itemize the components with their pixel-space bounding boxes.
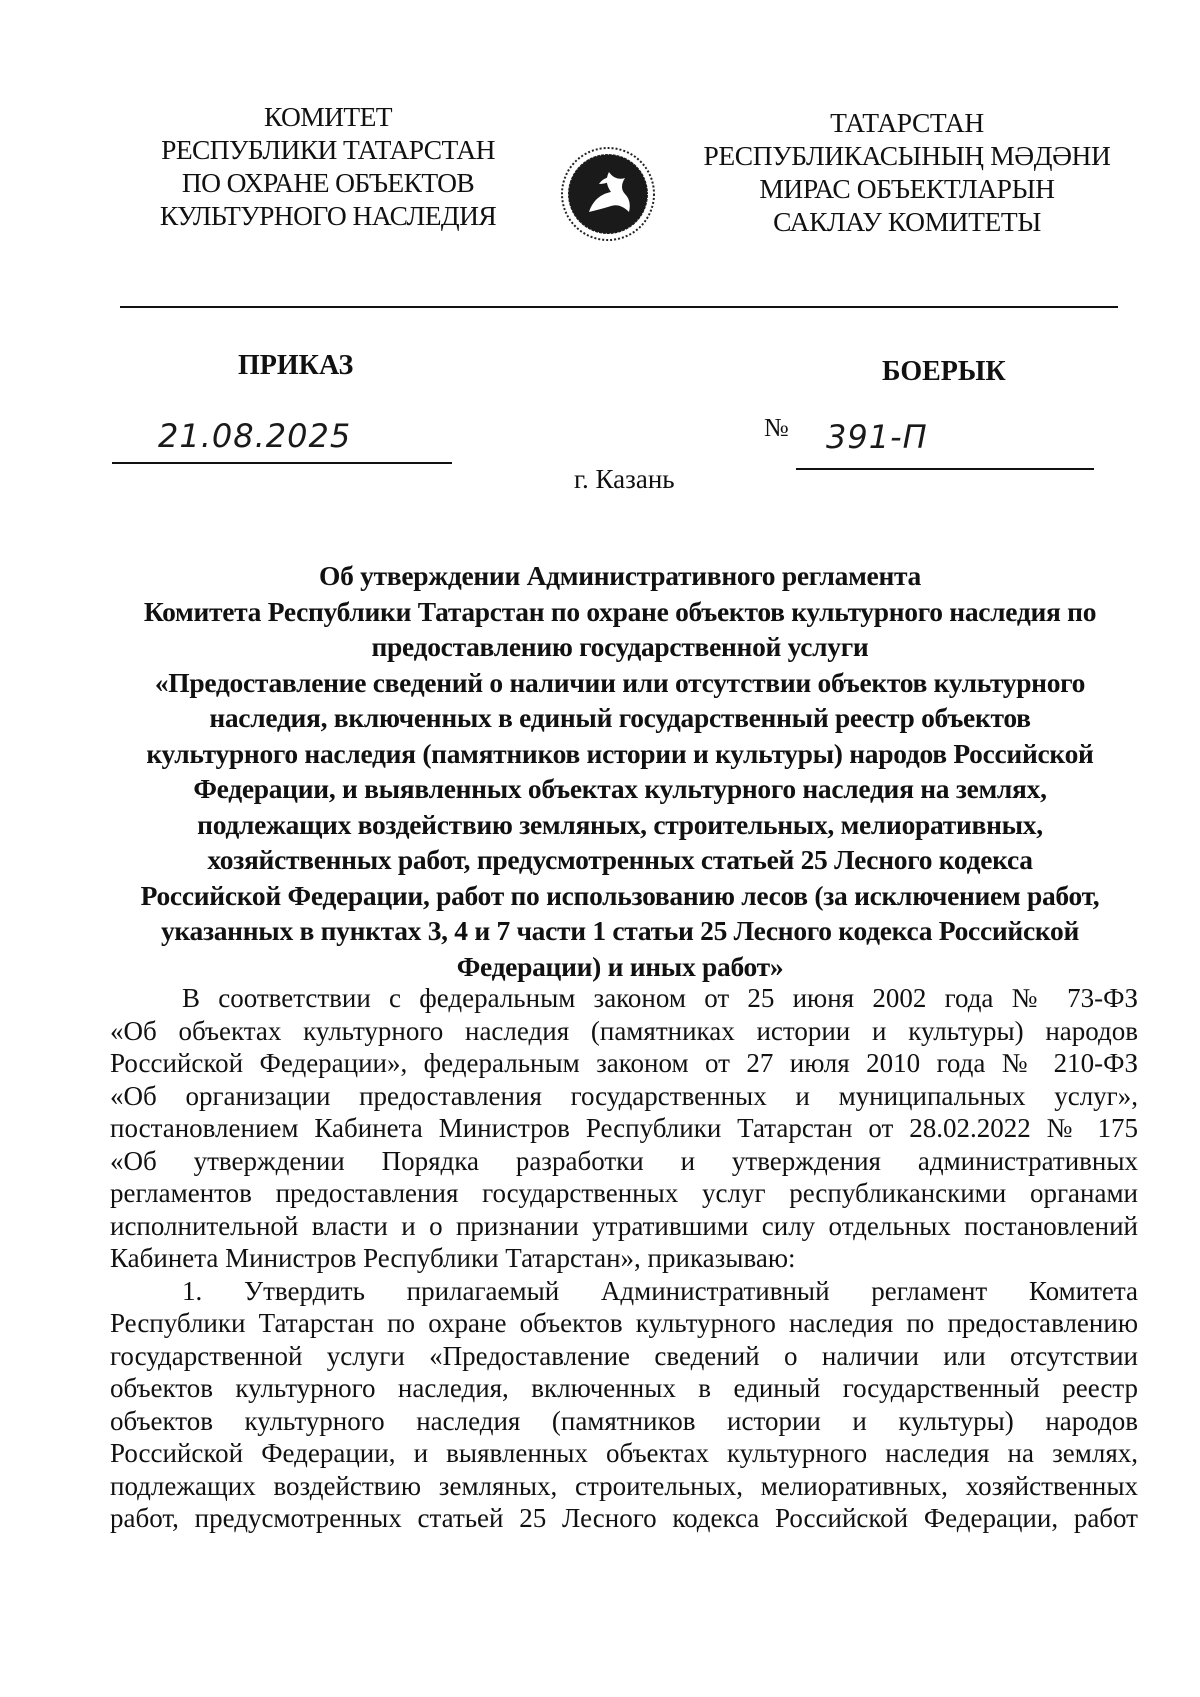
body-line: Российской Федерации, и выявленных объектах культурного наследия на землях, (110, 1438, 1138, 1468)
city: г. Казань (574, 464, 675, 494)
document-title (100, 558, 1140, 984)
header-left-line: КОМИТЕТ (263, 101, 393, 132)
title-line: наследия, включенных в единый государственный реестр объектов (209, 702, 1031, 733)
title-line: культурного наследия (памятников истории и культуры) народов Российской (146, 737, 1094, 769)
header-left-line: ПО ОХРАНЕ ОБЪЕКТОВ (181, 167, 475, 198)
date-underline (112, 462, 452, 464)
title-line: «Предоставление сведений о наличии или отсутствии объектов культурного (154, 666, 1086, 698)
body-line: объектов культурного наследия, включенных в единый государственный реестр (110, 1373, 1138, 1403)
body-line: В соответствии с федеральным законом от 25 июня 2002 года № 73-ФЗ (182, 983, 1138, 1013)
body-line: регламентов предоставления государственных услуг республиканскими органами (110, 1178, 1138, 1208)
body-line: «Об объектах культурного наследия (памятниках истории и культуры) народов (110, 1015, 1138, 1046)
body-line: постановлением Кабинета Министров Республики Татарстан от 28.02.2022 № 175 (110, 1113, 1138, 1143)
body-line: «Об утверждении Порядка разработки и утверждения административных (110, 1145, 1138, 1176)
body-line: государственной услуги «Предоставление сведений о наличии или отсутствии (110, 1340, 1138, 1371)
body-line: исполнительной власти и о признании утратившими силу отдельных постановлений (110, 1210, 1138, 1241)
body-line: Российской Федерации», федеральным законом от 27 июля 2010 года № 210-ФЗ (110, 1048, 1138, 1078)
header-divider (120, 306, 1118, 308)
header-left-ru (118, 100, 538, 232)
header-left-line: КУЛЬТУРНОГО НАСЛЕДИЯ (159, 200, 497, 231)
title-line: Федерации) и иных работ» (456, 950, 784, 982)
header-right-line: МИРАС ОБЪЕКТЛАРЫН (759, 173, 1055, 204)
body-line: 1. Утвердить прилагаемый Административный регламент Комитета (182, 1275, 1138, 1306)
body-line: работ, предусмотренных статьей 25 Лесного кодекса Российской Федерации, работ (110, 1503, 1138, 1533)
header-right-line: РЕСПУБЛИКАСЫНЫҢ МӘДӘНИ (703, 140, 1111, 171)
order-number: 391-П (826, 418, 928, 456)
body-line: подлежащих воздействию земляных, строительных, мелиоративных, хозяйственных (110, 1470, 1138, 1501)
header-left-line: РЕСПУБЛИКИ ТАТАРСТАН (161, 134, 495, 165)
document-body (110, 982, 1138, 1535)
header-right-line: САКЛАУ КОМИТЕТЫ (773, 206, 1041, 237)
body-line: объектов культурного наследия (памятников истории и культуры) народов (110, 1405, 1138, 1436)
title-line: Об утверждении Административного регламента (319, 560, 921, 591)
title-line: Федерации, и выявленных объектах культурного наследия на землях, (193, 773, 1047, 804)
number-underline (796, 468, 1094, 470)
title-line: предоставлению государственной услуги (371, 631, 869, 662)
body-line: Кабинета Министров Республики Татарстан», приказываю: (110, 1243, 796, 1273)
header-right-line: ТАТАРСТАН (830, 107, 984, 138)
title-line: Комитета Республики Татарстан по охране объектов культурного наследия по (143, 595, 1097, 627)
order-title-ru: ПРИКАЗ (238, 350, 354, 381)
title-line: подлежащих воздействию земляных, строительных, мелиоративных, (197, 808, 1043, 840)
tatarstan-emblem-icon (559, 142, 657, 246)
order-number-label: № (764, 413, 789, 442)
title-line: Российской Федерации, работ по использованию лесов (за исключением работ, (140, 879, 1100, 911)
header-right-tt (682, 106, 1132, 238)
order-title-tt: БОЕРЫК (882, 356, 1006, 387)
body-line: «Об организации предоставления государственных и муниципальных услуг», (110, 1080, 1138, 1111)
body-line: Республики Татарстан по охране объектов культурного наследия по предоставлению (110, 1308, 1138, 1338)
title-line: хозяйственных работ, предусмотренных статьей 25 Лесного кодекса (207, 844, 1033, 875)
order-date: 21.08.2025 (158, 417, 352, 455)
title-line: указанных в пунктах 3, 4 и 7 части 1 статьи 25 Лесного кодекса Российской (160, 915, 1080, 946)
